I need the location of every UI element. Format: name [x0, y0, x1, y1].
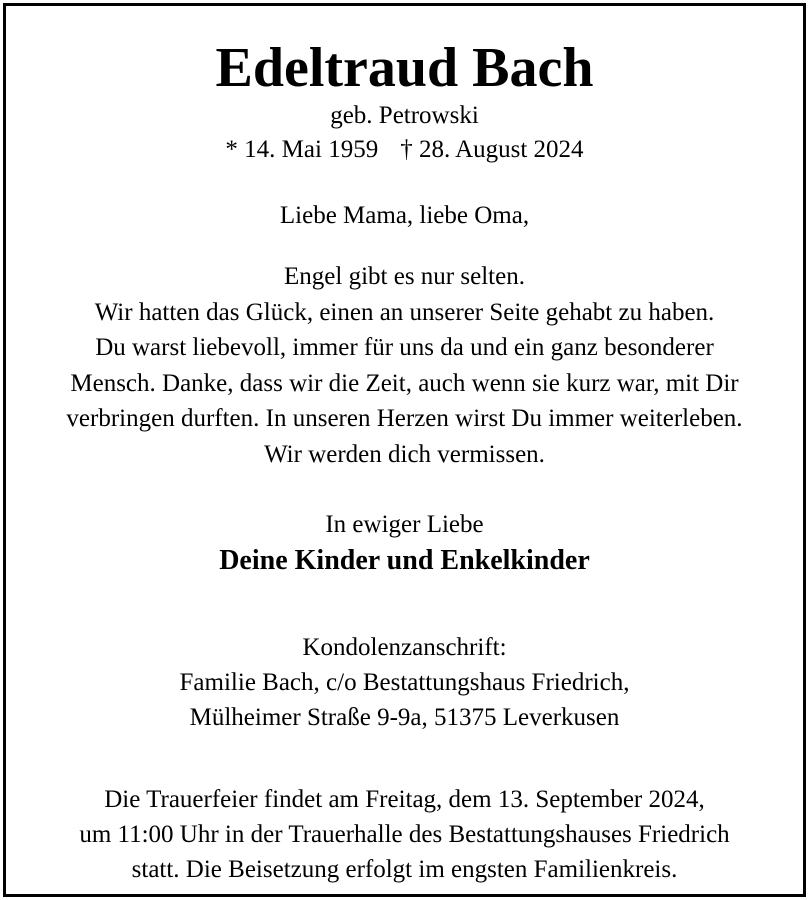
obituary-notice [3, 3, 806, 897]
ceremony-line: um 11:00 Uhr in der Trauerhalle des Bestattungshauses Friedrich [79, 821, 730, 848]
salutation: Liebe Mama, liebe Oma, [279, 202, 530, 229]
birth-date: * 14. Mai 1959 [225, 136, 379, 163]
message-line: Du warst liebevoll, immer für uns da und ein ganz besonderer [95, 334, 714, 361]
message-line: Engel gibt es nur selten. [284, 263, 525, 290]
memorial-message [6, 259, 803, 472]
birth-name: geb. Petrowski [330, 102, 479, 129]
funeral-service-info [6, 782, 803, 887]
message-line: Mensch. Danke, dass wir die Zeit, auch wenn sie kurz war, mit Dir [70, 369, 739, 397]
message-line: verbringen durften. In unseren Herzen wirst Du immer weiterleben. [66, 405, 743, 432]
ceremony-line: statt. Die Beisetzung erfolgt im engsten Familienkreis. [131, 856, 678, 883]
address-line: Familie Bach, c/o Bestattungshaus Friedrich, [179, 669, 630, 696]
ceremony-line: Die Trauerfeier findet am Freitag, dem 13. September 2024, [104, 786, 705, 813]
closing-phrase: In ewiger Liebe [325, 511, 484, 538]
death-date: † 28. August 2024 [400, 136, 584, 163]
address-line: Mülheimer Straße 9-9a, 51375 Leverkusen [189, 704, 620, 731]
message-line: Wir werden dich vermissen. [264, 440, 545, 468]
deceased-name: Edeltraud Bach [215, 37, 594, 99]
message-line: Wir hatten das Glück, einen an unserer Seite gehabt zu haben. [94, 298, 715, 326]
life-dates [6, 134, 803, 166]
signature: Deine Kinder und Enkelkinder [219, 545, 590, 576]
condolence-address [6, 630, 803, 735]
address-line: Kondolenzanschrift: [302, 634, 507, 661]
